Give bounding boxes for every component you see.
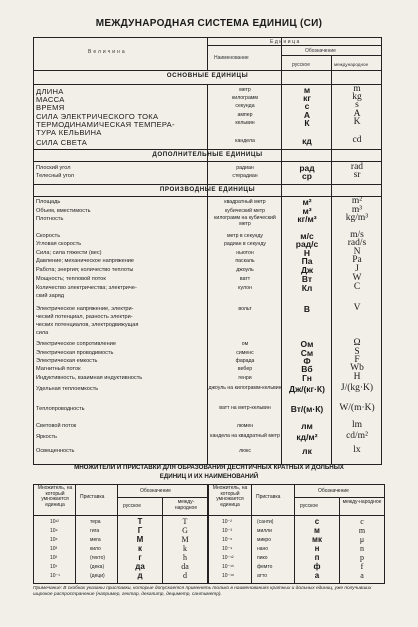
prefixes-title-line1: МНОЖИТЕЛИ И ПРИСТАВКИ ДЛЯ ОБРАЗОВАНИЯ ДЕСЯТИЧНЫХ КРАТНЫХ И ДОЛЬНЫХ xyxy=(74,464,344,471)
multiplier: 10⁻³ xyxy=(222,528,232,534)
unit-name: ватт на метр-кельвин xyxy=(219,405,271,411)
russian-symbol: с xyxy=(304,101,310,111)
unit-name: ватт xyxy=(239,276,251,282)
prefix-international: da xyxy=(181,562,189,571)
unit-name: ньютон xyxy=(236,250,254,256)
international-symbol: kg xyxy=(352,92,362,102)
international-symbol: lm xyxy=(351,420,363,430)
russian-symbol: Кл xyxy=(301,283,313,293)
russian-symbol: м³ xyxy=(302,206,312,216)
h-russian-left: русское xyxy=(123,503,141,509)
prefix-name: кило xyxy=(90,546,101,552)
international-symbol: W xyxy=(352,273,362,283)
international-symbol: Wb xyxy=(350,363,364,373)
column-divider xyxy=(331,55,332,465)
prefix-international: c xyxy=(360,517,364,526)
prefix-international: f xyxy=(360,562,364,571)
prefix-header-bottom xyxy=(33,515,385,516)
unit-name: кандела на квадратный метр xyxy=(210,433,280,439)
multiplier: 10⁻² xyxy=(222,519,232,525)
international-symbol: F xyxy=(354,355,360,365)
prefix-international: n xyxy=(360,544,364,553)
quantity-name: Электрическая емкость xyxy=(36,358,98,364)
prefix-name: атто xyxy=(257,573,267,579)
quantity-name: Угловая скорость xyxy=(36,241,82,247)
russian-symbol: Ф xyxy=(303,356,311,366)
russian-symbol: Дж/(кг·К) xyxy=(289,384,325,394)
h-designation-left: Обозначение xyxy=(140,488,171,494)
h-designation-right: Обозначение xyxy=(318,488,349,494)
h-prefix-left: Приставка xyxy=(80,494,105,500)
multiplier: 10³ xyxy=(50,546,58,552)
international-symbol: J xyxy=(355,264,359,274)
prefix-name: пико xyxy=(257,555,268,561)
multiplier: 10⁹ xyxy=(50,528,58,534)
quantity-name: СИЛА СВЕТА xyxy=(36,138,88,147)
unit-name: джоуль xyxy=(236,267,254,273)
multiplier: 10⁻¹² xyxy=(222,555,234,561)
quantity-name: Мощность; тепловой поток xyxy=(36,276,106,282)
unit-name: кулон xyxy=(238,285,252,291)
international-symbol: cd xyxy=(352,135,362,145)
international-symbol: s xyxy=(355,100,359,110)
prefix-header-rule xyxy=(294,497,385,498)
h-prefix-right: Приставка xyxy=(256,494,281,500)
header-units: Единица xyxy=(270,39,301,45)
quantity-name: ТУРА КЕЛЬВИНА xyxy=(36,128,102,137)
international-symbol: K xyxy=(353,117,361,127)
quantity-name: Площадь xyxy=(36,199,61,205)
unit-name: сименс xyxy=(236,350,254,356)
multiplier: 10¹² xyxy=(50,519,59,525)
quantity-name: Электрическое напряжение, электри- xyxy=(36,306,134,312)
quantity-name: Электрическое сопротивление xyxy=(36,341,116,347)
russian-symbol: Па xyxy=(301,256,313,266)
multiplier: 10⁻⁹ xyxy=(222,546,233,552)
prefix-name: фемто xyxy=(257,564,273,570)
russian-symbol: ср xyxy=(302,171,312,181)
international-symbol: J/(kg·K) xyxy=(340,383,374,393)
unit-name: генри xyxy=(238,375,252,381)
h-russian-right: русское xyxy=(300,503,318,509)
footnote: Примечание: В скобках указаны приставки, которые допускается применять только в наименованиях кратных и дольных единиц, уже получивших широкое распространение (например, гектар, декалитр, дециметр, сантиметр). xyxy=(33,586,372,597)
russian-symbol: кд xyxy=(302,136,312,146)
quantity-name: ТЕРМОДИНАМИЧЕСКАЯ ТЕМПЕРА- xyxy=(36,120,175,129)
russian-symbol: кг/м³ xyxy=(297,214,317,224)
international-symbol: rad/s xyxy=(347,238,367,248)
russian-symbol: лк xyxy=(302,446,312,456)
unit-name: вольт xyxy=(238,306,252,312)
quantity-name: ческий потенциал, разность электри- xyxy=(36,314,133,320)
international-symbol: m xyxy=(353,84,361,94)
quantity-name: ский заряд xyxy=(36,293,65,299)
prefix-russian: п xyxy=(314,553,320,562)
unit-name: фарада xyxy=(235,358,255,364)
unit-name: джоуль на килограмм-кельвин xyxy=(208,385,282,391)
russian-symbol: рад xyxy=(299,163,315,173)
russian-symbol: К xyxy=(304,118,310,128)
unit-name: стерадиан xyxy=(232,173,258,179)
quantity-name: Плотность xyxy=(36,216,64,222)
multiplier: 10² xyxy=(50,555,58,561)
prefix-international: m xyxy=(358,526,366,535)
unit-name: люмен xyxy=(236,423,254,429)
prefix-russian: д xyxy=(137,571,143,580)
unit-name: вебер xyxy=(237,366,253,372)
russian-symbol: Ом xyxy=(300,339,314,349)
quantity-name: Теплопроводность xyxy=(36,406,85,412)
header-rule xyxy=(207,45,382,46)
quantity-name: Давление; механическое напряжение xyxy=(36,258,135,264)
prefix-col-divider xyxy=(251,484,252,584)
unit-name: килограмм на кубический метр xyxy=(214,215,276,228)
prefix-name: (деци) xyxy=(90,573,105,579)
quantity-name: Индуктивность, взаимная индуктивность xyxy=(36,375,143,381)
multiplier: 10⁻¹⁵ xyxy=(222,564,234,570)
prefix-name: тера xyxy=(90,519,101,525)
international-symbol: N xyxy=(353,247,361,257)
prefix-russian: мк xyxy=(312,535,322,544)
multiplier: 10⁶ xyxy=(50,537,58,543)
header-designation: Обозначение xyxy=(305,48,336,54)
international-symbol: H xyxy=(353,372,361,382)
prefix-col-divider xyxy=(75,484,76,584)
prefix-russian: да xyxy=(135,562,145,571)
prefix-name: нано xyxy=(257,546,269,552)
unit-name: кубический метр xyxy=(224,208,266,214)
prefix-name: микро xyxy=(257,537,271,543)
quantity-name: Количество электричества; электриче- xyxy=(36,285,137,291)
header-international: международное xyxy=(334,62,369,67)
unit-name: ампер xyxy=(237,112,253,118)
prefix-russian: с xyxy=(314,517,320,526)
prefix-name: (санти) xyxy=(257,519,274,525)
section-base-units: ОСНОВНЫЕ ЕДИНИЦЫ xyxy=(166,72,249,79)
prefix-international: h xyxy=(183,553,187,562)
quantity-name: Яркость xyxy=(36,434,58,440)
international-symbol: C xyxy=(353,282,361,292)
section-derived-units: ПРОИЗВОДНЫЕ ЕДИНИЦЫ xyxy=(159,186,256,193)
quantity-name: ческих потенциалов, электродвижущая xyxy=(36,322,139,328)
prefix-international: G xyxy=(182,526,188,535)
russian-symbol: Гн xyxy=(302,373,312,383)
international-symbol: Ω xyxy=(353,338,361,348)
prefix-name: (дека) xyxy=(90,564,105,570)
international-symbol: lx xyxy=(353,445,361,455)
prefix-russian: Т xyxy=(137,517,143,526)
quantity-name: сила xyxy=(36,330,49,336)
prefix-russian: а xyxy=(314,571,320,580)
international-symbol: m² xyxy=(351,196,363,206)
quantity-name: Электрическая проводимость xyxy=(36,350,114,356)
prefix-russian: г xyxy=(138,553,142,562)
prefix-international: a xyxy=(360,571,364,580)
russian-symbol: кг xyxy=(303,93,311,103)
header-name: Наименование xyxy=(214,55,249,61)
header-bottom-rule xyxy=(33,70,382,71)
russian-symbol: Н xyxy=(303,248,311,258)
quantity-name: ВРЕМЯ xyxy=(36,103,65,112)
quantity-name: Работа; энергия; количество теплоты xyxy=(36,267,134,273)
quantity-name: Скорость xyxy=(36,233,61,239)
international-symbol: sr xyxy=(353,170,361,180)
prefix-name: мега xyxy=(90,537,101,543)
unit-name: метр в секунду xyxy=(226,233,264,239)
prefix-russian: М xyxy=(136,535,144,544)
section-rule xyxy=(33,149,382,150)
page-title: МЕЖДУНАРОДНАЯ СИСТЕМА ЕДИНИЦ (СИ) xyxy=(95,18,323,29)
prefix-russian: н xyxy=(314,544,320,553)
prefix-name: милли xyxy=(257,528,272,534)
header-quantity: Величина xyxy=(88,49,127,55)
prefixes-title xyxy=(33,464,385,481)
section-rule xyxy=(33,161,382,162)
prefix-international: d xyxy=(183,571,187,580)
prefix-name: гига xyxy=(90,528,100,534)
russian-symbol: Вт xyxy=(301,274,313,284)
h-international-left: между-народное xyxy=(174,499,198,511)
quantity-name: Объем, вместимость xyxy=(36,208,91,214)
international-symbol: S xyxy=(354,347,360,357)
russian-symbol: См xyxy=(300,348,314,358)
prefix-russian: Г xyxy=(137,526,143,535)
multiplier: 10⁻¹⁸ xyxy=(222,573,234,579)
quantity-name: Удельная теплоемкость xyxy=(36,386,99,392)
prefix-international: M xyxy=(181,535,189,544)
prefix-russian: к xyxy=(137,544,142,553)
unit-name: кельвин xyxy=(235,120,255,126)
russian-symbol: м xyxy=(303,85,311,95)
prefix-international: k xyxy=(183,544,187,553)
quantity-name: Телесный угол xyxy=(36,173,74,179)
unit-name: паскаль xyxy=(235,258,255,264)
quantity-name: Сила; сила тяжести (вес) xyxy=(36,250,102,256)
russian-symbol: кд/м² xyxy=(296,432,318,442)
prefix-international: p xyxy=(360,553,364,562)
international-symbol: W/(m·K) xyxy=(339,403,375,413)
h-multiplier-right: Множитель, на который умножается единица xyxy=(212,485,248,508)
section-supplementary-units: ДОПОЛНИТЕЛЬНЫЕ ЕДИНИЦЫ xyxy=(152,151,263,158)
quantity-name: СИЛА ЭЛЕКТРИЧЕСКОГО ТОКА xyxy=(36,112,159,121)
russian-symbol: м² xyxy=(302,197,312,207)
quantity-name: Освещенность xyxy=(36,448,75,454)
russian-symbol: А xyxy=(303,110,311,120)
russian-symbol: рад/с xyxy=(295,239,319,249)
russian-symbol: Дж xyxy=(300,265,314,275)
international-symbol: cd/m² xyxy=(346,431,368,441)
multiplier: 10¹ xyxy=(50,564,58,570)
unit-name: люкс xyxy=(239,448,251,454)
quantity-name: Световой поток xyxy=(36,423,77,429)
russian-symbol: Вт/(м·К) xyxy=(290,404,324,414)
unit-name: ом xyxy=(241,341,249,347)
prefix-international: μ xyxy=(359,535,365,544)
russian-symbol: м/с xyxy=(300,231,314,241)
prefix-name: (гекто) xyxy=(90,555,106,561)
prefix-center-divider xyxy=(207,484,209,584)
russian-symbol: В xyxy=(303,304,311,314)
unit-name: секунда xyxy=(235,103,255,109)
unit-name: радиан xyxy=(236,165,254,171)
multiplier: 10⁻⁶ xyxy=(222,537,233,543)
quantity-name: Магнитный поток xyxy=(36,366,81,372)
russian-symbol: лм xyxy=(301,421,313,431)
unit-name: кандела xyxy=(235,138,255,144)
prefix-russian: ф xyxy=(313,562,321,571)
h-international-right: между-народное xyxy=(342,499,382,505)
international-symbol: V xyxy=(353,303,361,313)
international-symbol: Pa xyxy=(352,255,362,265)
unit-name: метр xyxy=(239,87,251,93)
h-multiplier-left: Множитель, на который умножается единица xyxy=(37,485,73,508)
quantity-name: Плоский угол xyxy=(36,165,71,171)
unit-name: килограмм xyxy=(232,95,258,101)
prefix-russian: м xyxy=(314,526,320,535)
prefix-header-rule xyxy=(117,497,207,498)
prefixes-title-line2: ЕДИНИЦ И ИХ НАИМЕНОВАНИЙ xyxy=(159,472,259,480)
section-rule xyxy=(33,184,382,185)
header-divider xyxy=(207,37,208,70)
international-symbol: kg/m³ xyxy=(345,213,369,223)
quantity-name: МАССА xyxy=(36,95,65,104)
multiplier: 10⁻¹ xyxy=(50,573,60,579)
international-symbol: A xyxy=(353,109,361,119)
header-rule xyxy=(281,55,382,56)
prefix-international: T xyxy=(182,517,188,526)
quantity-name: ДЛИНА xyxy=(36,87,64,96)
international-symbol: rad xyxy=(350,162,364,172)
international-symbol: m/s xyxy=(350,230,364,240)
unit-name: квадратный метр xyxy=(224,199,266,205)
russian-symbol: Вб xyxy=(301,364,313,374)
header-russian: русское xyxy=(292,62,310,68)
international-symbol: m³ xyxy=(351,205,363,215)
unit-name: радиан в секунду xyxy=(224,241,266,247)
